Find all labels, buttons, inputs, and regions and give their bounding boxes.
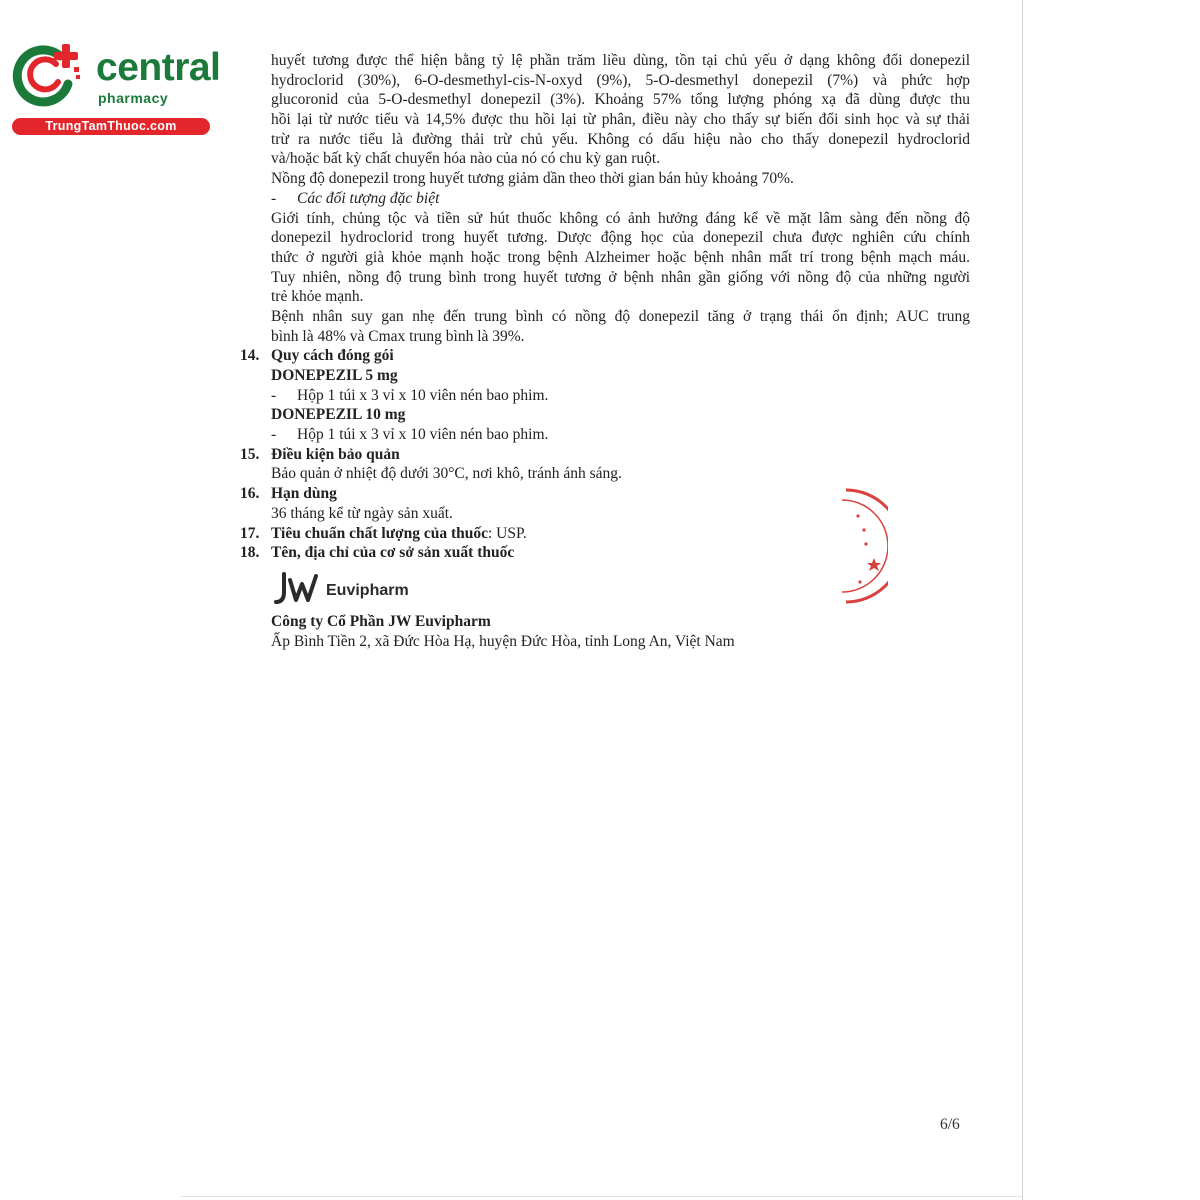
section-number: 14.: [240, 347, 260, 365]
paragraph-line: Bệnh nhân suy gan nhẹ đến trung bình có nồng độ donepezil tăng ở trạng thái ổn định; AUC trung: [271, 307, 970, 325]
pharmacy-cross-icon: [10, 40, 86, 108]
jw-logo-icon: [272, 572, 322, 606]
section-15-heading: [240, 445, 970, 465]
brand-subtitle: pharmacy: [98, 90, 169, 106]
paragraph-line: huyết tương được thể hiện bằng tỷ lệ phần trăm liều dùng, tồn tại chủ yếu ở dạng không đổi donepezil: [271, 52, 970, 69]
company-name: Công ty Cổ Phần JW Euvipharm: [271, 612, 491, 630]
paragraph-line: trừ ra nước tiểu là đường thải trừ chủ yếu. Không có dấu hiệu nào cho thấy donepezil hydroclorid: [271, 130, 970, 148]
section-title: Tiêu chuẩn chất lượng của thuốc: [271, 524, 488, 542]
halflife-line: Nồng độ donepezil trong huyết tương giảm dần theo thời gian bán hủy khoảng 70%.: [271, 170, 794, 188]
company-stamp: [838, 486, 888, 606]
page-right-edge: [1022, 0, 1023, 1200]
section-title: Tên, địa chỉ của cơ sở sản xuất thuốc: [271, 544, 515, 562]
dash-marker: -: [271, 189, 277, 207]
company-address: Ấp Bình Tiền 2, xã Đức Hòa Hạ, huyện Đức Hòa, tỉnh Long An, Việt Nam: [271, 632, 735, 650]
section-number: 15.: [240, 445, 260, 463]
page-number: 6/6: [940, 1116, 960, 1133]
section-title: Điều kiện bảo quản: [271, 445, 400, 463]
product-strength: DONEPEZIL 10 mg: [271, 406, 406, 424]
packaging-item: [240, 425, 970, 445]
section-14-heading: [240, 346, 970, 366]
paragraph-line: hồi lại từ nước tiểu và 14,5% được thu hồi lại từ phân, điều này cho thấy sự biến đổi sinh học và sự thải: [271, 111, 970, 129]
brand-logo[interactable]: [10, 40, 221, 138]
page-bottom-edge: [180, 1196, 1022, 1197]
paragraph-line: và/hoặc bất kỳ chất chuyển hóa nào của nó có chu kỳ gan ruột.: [271, 150, 661, 168]
special-groups-title: Các đối tượng đặc biệt: [297, 189, 440, 207]
packaging-text: Hộp 1 túi x 3 vỉ x 10 viên nén bao phim.: [297, 386, 549, 404]
dash-marker: -: [271, 386, 277, 404]
dash-marker: -: [271, 426, 277, 444]
quality-standard: : USP.: [488, 524, 527, 542]
section-number: 16.: [240, 485, 260, 503]
section-title: Quy cách đóng gói: [271, 347, 394, 365]
paragraph-line: trẻ khỏe mạnh.: [271, 288, 364, 306]
packaging-item: [240, 386, 970, 406]
storage-text: Bảo quản ở nhiệt độ dưới 30°C, nơi khô, tránh ánh sáng.: [271, 465, 622, 483]
paragraph-line: hydroclorid (30%), 6-O-desmethyl-cis-N-oxyd (9%), 5-O-desmethyl donepezil (7%) và phức hợp: [271, 71, 970, 89]
shelf-life-text: 36 tháng kể từ ngày sản xuất.: [271, 504, 453, 522]
product-strength: DONEPEZIL 5 mg: [271, 367, 398, 384]
paragraph-line: Giới tính, chủng tộc và tiền sử hút thuốc không có ảnh hưởng đáng kể về mặt lâm sàng đến nồng độ: [271, 209, 970, 227]
paragraph-line: thức ở người già khỏe mạnh hoặc trong bệnh Alzheimer hoặc bệnh nhân mất trí trong bệnh mạch máu.: [271, 248, 970, 266]
section-number: 18.: [240, 544, 260, 562]
packaging-text: Hộp 1 túi x 3 vỉ x 10 viên nén bao phim.: [297, 426, 549, 444]
paragraph-line: donepezil hydroclorid trong huyết tương. Dược động học của donepezil chưa được nghiên cứu chính: [271, 229, 970, 247]
paragraph-line: Tuy nhiên, nồng độ trung bình trong huyết tương ở bệnh nhân gần giống với nồng độ của những người: [271, 268, 970, 286]
section-title: Hạn dùng: [271, 485, 337, 503]
section-number: 17.: [240, 524, 260, 542]
paragraph-line: bình là 48% và Cmax trung bình là 39%.: [271, 327, 525, 345]
brand-url-link[interactable]: TrungTamThuoc.com: [12, 118, 210, 135]
euvipharm-logo-text: Euvipharm: [326, 581, 409, 599]
paragraph-line: glucoronid của 5-O-desmethyl donepezil (3%). Khoảng 57% tổng lượng phóng xạ đã dùng được thu: [271, 91, 970, 109]
special-groups-heading: [240, 189, 970, 209]
brand-name: central: [96, 46, 221, 89]
